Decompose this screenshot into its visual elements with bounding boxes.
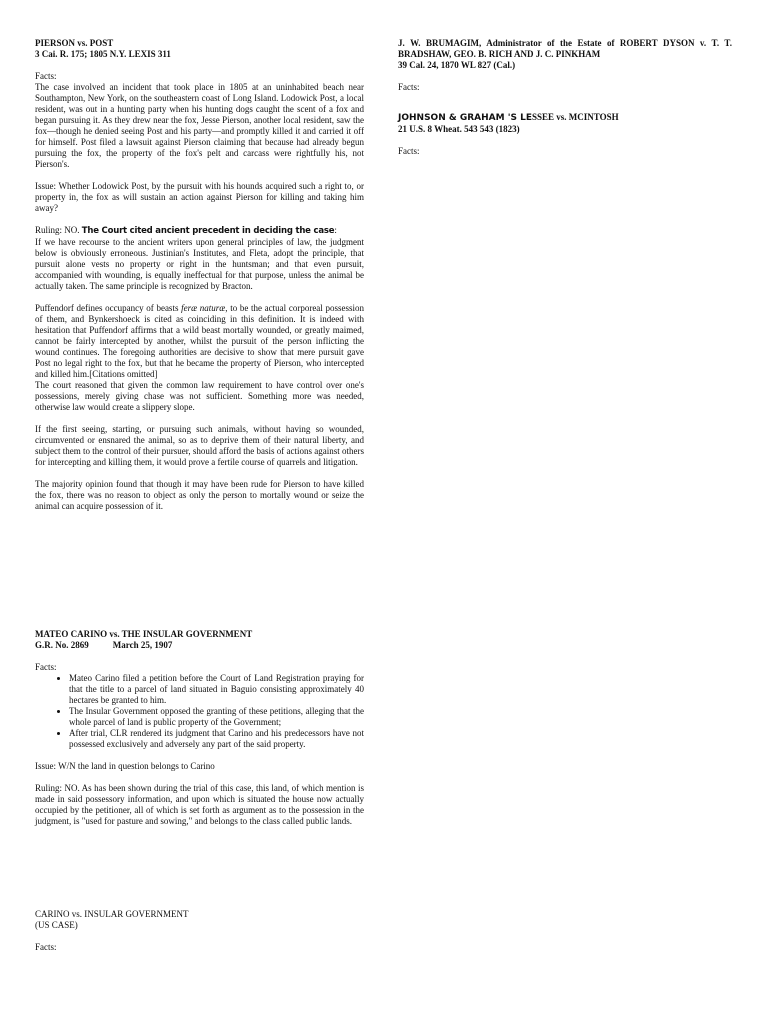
pierson-section (35, 38, 364, 512)
carino-section (35, 629, 364, 827)
case-citation-johnson: 21 U.S. 8 Wheat. 543 543 (1823) (398, 124, 520, 134)
list-item: • Mateo Carino filed a petition before the Court of Land Registration praying for that the title to a parcel of land situated in Baguio consisting approximately 40 hectares be granted to him. (69, 673, 364, 706)
facts-label: Facts: (35, 662, 57, 672)
case-citation-brumagim: 39 Cal. 24, 1870 WL 827 (Cal.) (398, 60, 516, 70)
case-title-carino: MATEO CARINO vs. THE INSULAR GOVERNMENT (35, 629, 253, 639)
puffendorf-latin: feræ naturæ (181, 303, 226, 313)
ruling-paragraph (35, 225, 364, 237)
issue-paragraph: Issue: W/N the land in question belongs to Carino (35, 761, 215, 771)
puffendorf-text-a: Puffendorf defines occupancy of beasts (35, 303, 182, 313)
court-reasoned-paragraph: The court reasoned that given the common law requirement to have control over one's possessions, merely giving chase was not sufficient. Something more was needed, otherwise law would create a slippery slope. (35, 380, 364, 412)
case-citation-carino (35, 640, 364, 651)
puffendorf-paragraph (35, 303, 364, 380)
ruling-colon: : (334, 225, 337, 235)
brumagim-section (398, 38, 732, 93)
case-citation-pierson: 3 Cai. R. 175; 1805 N.Y. LEXIS 311 (35, 49, 171, 59)
ruling-label: The Court cited ancient precedent in deciding the case (81, 226, 335, 236)
case-subtitle-carino-us: (US CASE) (35, 920, 78, 930)
case-title-brumagim: J. W. BRUMAGIM, Administrator of the Estate of ROBERT DYSON v. T. T. BRADSHAW, GEO. B. RICH AND J. C. PINKHAM (398, 38, 732, 59)
johnson-title-rest: SSEE vs. MCINTOSH (531, 112, 619, 122)
if-first-paragraph: If the first seeing, starting, or pursuing such animals, without having so wounded, circumvented or ensnared the animal, so as to deprive them of their natural liberty, and subject them to the control of their pursuer, should afford the basis of actions against others for intercepting and killing them, it would prove a fertile course of quarrels and litigation. (35, 424, 364, 467)
case-title-johnson (398, 112, 732, 124)
johnson-title-styled: JOHNSON & GRAHAM 'S LE (398, 113, 532, 123)
carino-us-section (35, 909, 364, 953)
ruling-text: If we have recourse to the ancient writers upon general principles of law, the judgment below is obviously erroneous. Justinian's Institutes, and Fleta, adopt the principle, that pursuit alone vests no property or right in the huntsman; and that even pursuit, accompanied with wounding, is equally ineffectual for that purpose, unless the animal be actually taken. The same principle is recognized by Bracton. (35, 237, 364, 291)
facts-label: Facts: (398, 82, 420, 92)
ruling-paragraph: Ruling: NO. As has been shown during the trial of this case, this land, of which mention is made in said possessory information, and upon which is situated the house now actually occupied by the petitioner, all of which is set forth as argument as to the possession in the judgment, is "used for pasture and sowing," and belongs to the class called public lands. (35, 783, 364, 826)
puffendorf-text-b: , to be the actual corporeal possession of them, and Bynkershoeck is cited as coinciding in this definition. It is indeed with hesitation that Puffendorf affirms that a wild beast mortally wounded, or greatly maimed, cannot be fairly intercepted by another, whilst the pursuit of the person inflicting the wound continues. The foregoing authorities are decisive to show that mere pursuit gave Post no legal right to the fox, but that he became the property of Pierson, who intercepted and killed him.[Citations omitted] (35, 303, 364, 379)
case-title-carino-us: CARINO vs. INSULAR GOVERNMENT (35, 909, 189, 919)
facts-label: Facts: (398, 146, 420, 156)
gr-number: G.R. No. 2869 (35, 640, 89, 650)
facts-list (35, 673, 364, 750)
list-item: • The Insular Government opposed the granting of these petitions, alleging that the whole parcel of land is public property of the Government; (69, 706, 364, 728)
majority-paragraph: The majority opinion found that though it may have been rude for Pierson to have killed the fox, there was no reason to object as only the person to mortally wound or seize the animal can acquire possession of it. (35, 479, 364, 511)
ruling-prefix: Ruling: NO. (35, 225, 82, 235)
facts-paragraph: The case involved an incident that took place in 1805 at an uninhabited beach near Southampton, New York, on the southeastern coast of Long Island. Lodowick Post, a local resident, was out in a hunting party when his hunting dogs caught the scent of a fox and began pursuing it. As they drew near the fox, Jesse Pierson, another local resident, saw the fox—though he denied seeing Post and his party—and promptly killed it and carried it off for himself. Post filed a lawsuit against Pierson claiming that because had already begun pursuing the fox, the property of the fox's pelt and carcass were rightfully his, not Pierson's. (35, 82, 364, 169)
johnson-section (398, 112, 732, 157)
issue-paragraph: Issue: Whether Lodowick Post, by the pursuit with his hounds acquired such a right to, or property in, the fox as will sustain an action against Pierson for killing and taking him away? (35, 181, 364, 213)
facts-label: Facts: (35, 71, 57, 81)
facts-label: Facts: (35, 942, 57, 952)
list-item: • After trial, CLR rendered its judgment that Carino and his predecessors have not possessed exclusively and adversely any part of the said property. (69, 728, 364, 750)
case-title-pierson: PIERSON vs. POST (35, 38, 114, 48)
decision-date: March 25, 1907 (112, 640, 173, 650)
